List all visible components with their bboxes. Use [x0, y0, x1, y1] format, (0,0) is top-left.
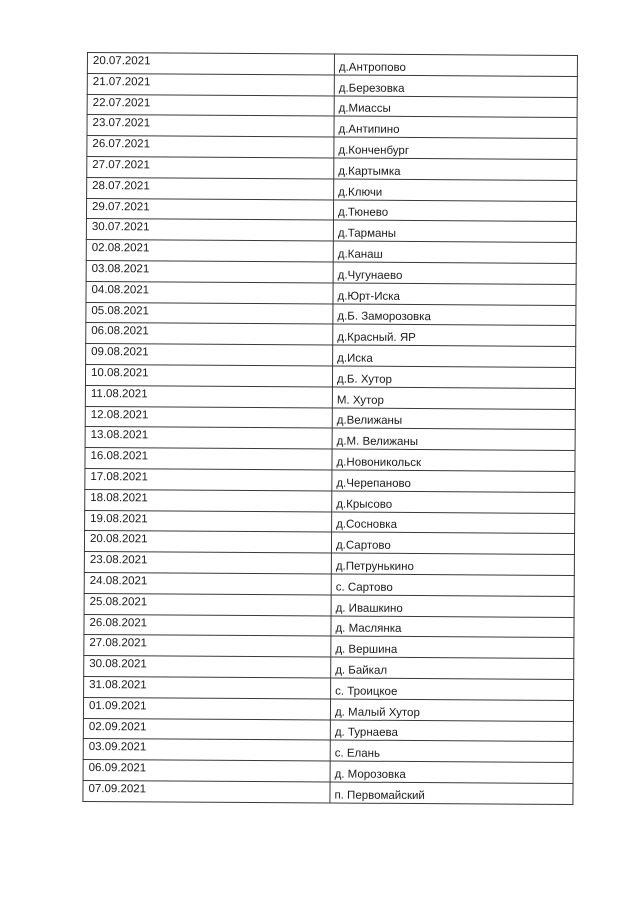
table-row: [86, 302, 576, 326]
table-row: [87, 115, 577, 139]
date-cell: 29.07.2021: [86, 198, 333, 220]
table-row: [86, 260, 576, 284]
table-row: [85, 489, 575, 513]
place-cell: д.Крысово: [332, 491, 575, 513]
table-row: [83, 739, 573, 763]
table-row: [87, 177, 577, 201]
place-cell: д. Вершина: [331, 636, 574, 658]
date-cell: 20.07.2021: [87, 53, 334, 75]
place-cell: д.Тюнево: [333, 200, 576, 222]
place-cell: д.Б. Хутор: [332, 366, 575, 388]
date-cell: 30.08.2021: [84, 656, 331, 678]
place-cell: д. Морозовка: [330, 761, 573, 783]
place-cell: д.Новоникольск: [332, 449, 575, 471]
date-cell: 06.08.2021: [86, 323, 333, 345]
table-row: [83, 697, 573, 721]
date-cell: 09.08.2021: [86, 344, 333, 366]
place-cell: д. Маслянка: [331, 616, 574, 638]
date-cell: 07.09.2021: [83, 780, 330, 802]
date-cell: 30.07.2021: [86, 219, 333, 241]
table-row: [84, 676, 574, 700]
date-cell: 27.08.2021: [84, 635, 331, 657]
date-cell: 22.07.2021: [87, 94, 334, 116]
place-cell: д.Антропово: [334, 54, 577, 76]
table-row: [85, 385, 575, 409]
date-cell: 01.09.2021: [83, 697, 330, 719]
place-cell: с. Троицкое: [331, 678, 574, 700]
date-cell: 03.08.2021: [86, 260, 333, 282]
date-cell: 10.08.2021: [85, 364, 332, 386]
date-cell: 24.08.2021: [84, 572, 331, 594]
schedule-table: [82, 52, 578, 805]
place-cell: д.Б. Заморозовка: [333, 304, 576, 326]
table-row: [86, 240, 576, 264]
place-cell: д. Малый Хутор: [330, 699, 573, 721]
place-cell: д.Петрунькино: [331, 553, 574, 575]
date-cell: 27.07.2021: [87, 156, 334, 178]
schedule-table-body: [83, 53, 578, 805]
place-cell: д.М. Велижаны: [332, 428, 575, 450]
place-cell: д.Березовка: [334, 75, 577, 97]
date-cell: 28.07.2021: [87, 177, 334, 199]
date-cell: 21.07.2021: [87, 73, 334, 95]
date-cell: 03.09.2021: [83, 739, 330, 761]
table-row: [86, 281, 576, 305]
place-cell: п. Первомайский: [330, 782, 573, 804]
date-cell: 06.09.2021: [83, 760, 330, 782]
table-row: [84, 593, 574, 617]
table-row: [85, 448, 575, 472]
place-cell: с. Сартово: [331, 574, 574, 596]
table-row: [85, 510, 575, 534]
place-cell: М. Хутор: [332, 387, 575, 409]
date-cell: 12.08.2021: [85, 406, 332, 428]
place-cell: д.Велижаны: [332, 408, 575, 430]
table-row: [86, 219, 576, 243]
date-cell: 31.08.2021: [84, 676, 331, 698]
date-cell: 16.08.2021: [85, 448, 332, 470]
place-cell: д.Чугунаево: [333, 262, 576, 284]
place-cell: д.Сосновка: [332, 512, 575, 534]
table-row: [85, 427, 575, 451]
place-cell: д.Ключи: [334, 179, 577, 201]
date-cell: 11.08.2021: [85, 385, 332, 407]
table-row: [85, 364, 575, 388]
place-cell: д.Сартово: [331, 532, 574, 554]
place-cell: д.Черепаново: [332, 470, 575, 492]
table-row: [84, 614, 574, 638]
date-cell: 13.08.2021: [85, 427, 332, 449]
place-cell: д.Антипино: [334, 116, 577, 138]
place-cell: д.Канаш: [333, 241, 576, 263]
table-row: [84, 635, 574, 659]
date-cell: 04.08.2021: [86, 281, 333, 303]
date-cell: 26.08.2021: [84, 614, 331, 636]
place-cell: д.Картымка: [334, 158, 577, 180]
date-cell: 23.07.2021: [87, 115, 334, 137]
table-row: [87, 156, 577, 180]
date-cell: 02.09.2021: [83, 718, 330, 740]
table-row: [84, 552, 574, 576]
place-cell: д. Турнаева: [330, 719, 573, 741]
table-row: [84, 656, 574, 680]
date-cell: 18.08.2021: [85, 489, 332, 511]
date-cell: 26.07.2021: [87, 136, 334, 158]
table-row: [87, 53, 577, 77]
table-row: [87, 136, 577, 160]
table-row: [87, 94, 577, 118]
date-cell: 19.08.2021: [85, 510, 332, 532]
table-row: [83, 718, 573, 742]
table-row: [87, 73, 577, 97]
date-cell: 17.08.2021: [85, 468, 332, 490]
date-cell: 25.08.2021: [84, 593, 331, 615]
place-cell: д.Конченбург: [334, 137, 577, 159]
table-row: [83, 760, 573, 784]
place-cell: д.Иска: [333, 345, 576, 367]
place-cell: д.Миассы: [334, 96, 577, 118]
date-cell: 05.08.2021: [86, 302, 333, 324]
place-cell: д. Ивашкино: [331, 595, 574, 617]
date-cell: 20.08.2021: [84, 531, 331, 553]
table-row: [84, 531, 574, 555]
table-row: [86, 344, 576, 368]
table-row: [83, 780, 573, 804]
date-cell: 23.08.2021: [84, 552, 331, 574]
date-cell: 02.08.2021: [86, 240, 333, 262]
table-row: [86, 198, 576, 222]
place-cell: д.Красный. ЯР: [333, 324, 576, 346]
table-row: [86, 323, 576, 347]
table-row: [85, 406, 575, 430]
place-cell: д.Тарманы: [333, 220, 576, 242]
table-row: [84, 572, 574, 596]
table-row: [85, 468, 575, 492]
place-cell: д.Юрт-Иска: [333, 283, 576, 305]
place-cell: с. Елань: [330, 740, 573, 762]
place-cell: д. Байкал: [331, 657, 574, 679]
